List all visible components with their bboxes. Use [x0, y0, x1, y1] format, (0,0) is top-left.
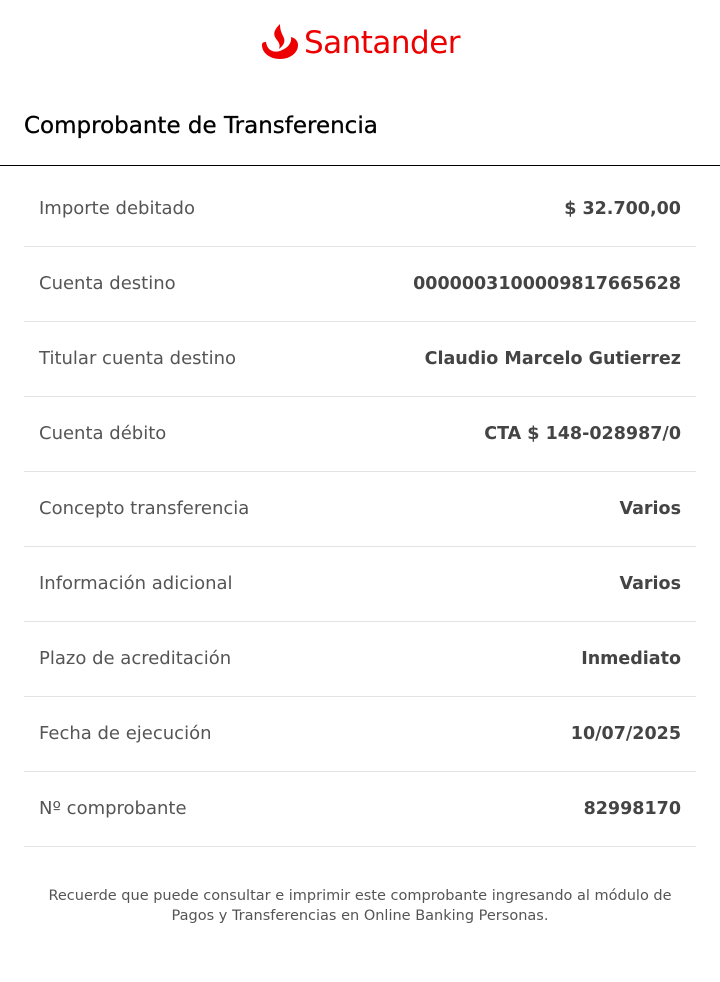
title-divider: [0, 165, 720, 166]
detail-row-informacion: [24, 547, 696, 622]
receipt-details: [24, 172, 696, 847]
brand-name: Santander: [303, 25, 461, 61]
detail-value: Inmediato: [581, 649, 681, 669]
detail-value: Varios: [619, 574, 681, 594]
detail-value: CTA $ 148-028987/0: [484, 424, 681, 444]
detail-label: Titular cuenta destino: [39, 347, 237, 369]
detail-row-titular: [24, 322, 696, 397]
detail-row-importe: [24, 172, 696, 247]
detail-label: Plazo de acreditación: [39, 647, 232, 669]
detail-value: Claudio Marcelo Gutierrez: [424, 349, 681, 369]
detail-row-cuenta-debito: [24, 397, 696, 472]
detail-value: 0000003100009817665628: [413, 274, 681, 294]
detail-value: $ 32.700,00: [564, 199, 681, 219]
detail-label: Importe debitado: [39, 197, 195, 219]
detail-row-comprobante: [24, 772, 696, 847]
detail-label: Concepto transferencia: [39, 497, 250, 519]
detail-value: 82998170: [583, 799, 681, 819]
footer-note: Recuerde que puede consultar e imprimir este comprobante ingresando al módulo de Pagos y Transferencias en Online Banking Personas.: [48, 887, 672, 924]
page-title: Comprobante de Transferencia: [24, 113, 378, 139]
detail-row-cuenta-destino: [24, 247, 696, 322]
detail-row-plazo: [24, 622, 696, 697]
santander-flame-icon: [260, 24, 300, 62]
brand-logo-group: [260, 24, 460, 62]
detail-label: Cuenta destino: [39, 272, 176, 294]
brand-logo: [0, 24, 720, 62]
detail-label: Cuenta débito: [39, 422, 167, 444]
detail-value: Varios: [619, 499, 681, 519]
detail-label: Información adicional: [39, 572, 233, 594]
detail-value: 10/07/2025: [570, 724, 681, 744]
detail-label: Nº comprobante: [39, 797, 187, 819]
detail-label: Fecha de ejecución: [39, 722, 212, 744]
detail-row-concepto: [24, 472, 696, 547]
detail-row-fecha: [24, 697, 696, 772]
